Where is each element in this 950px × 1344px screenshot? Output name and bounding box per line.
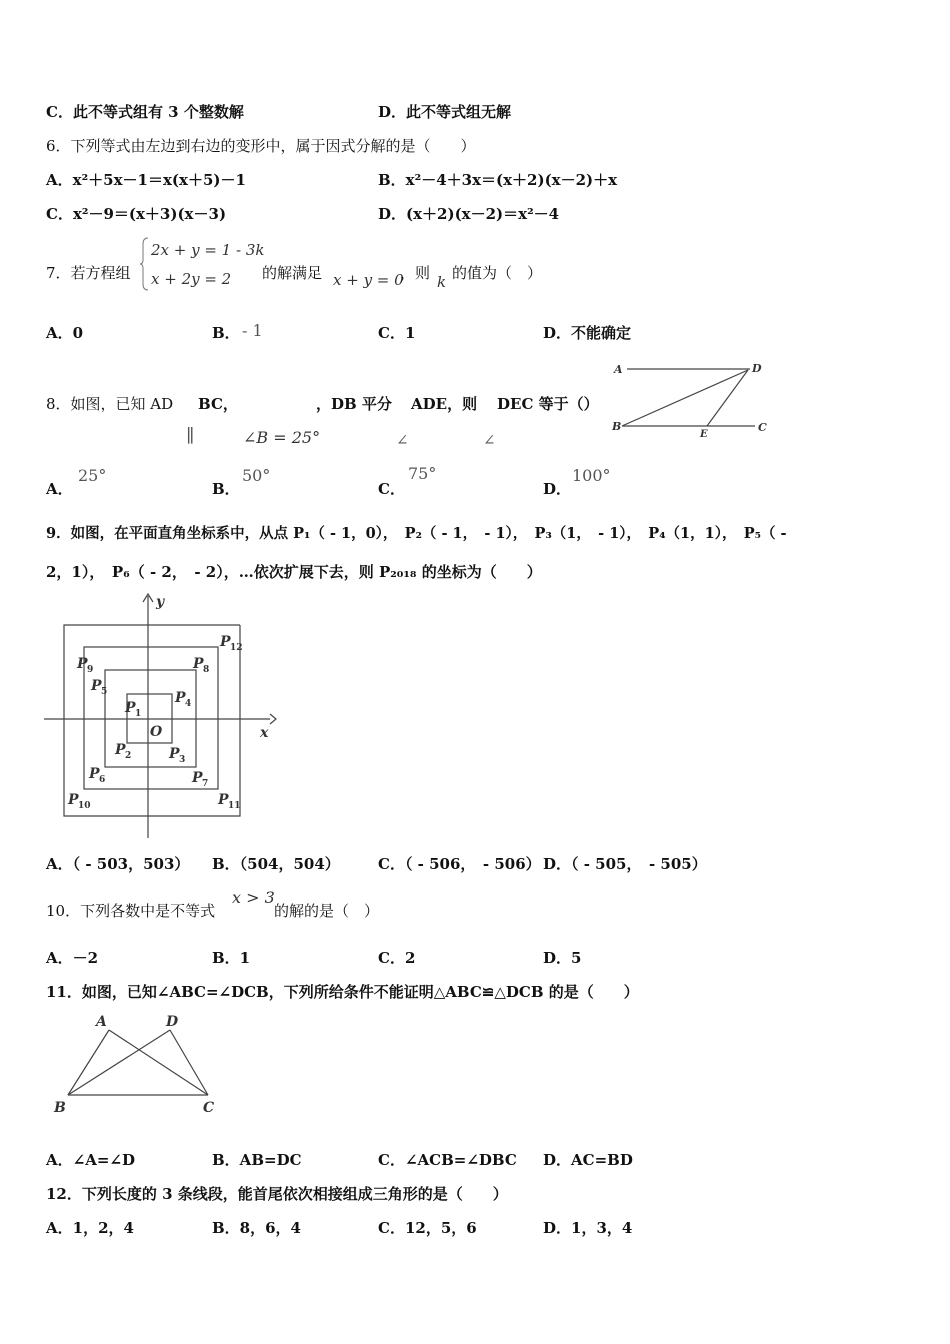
q9-label-origin: O [150, 724, 163, 740]
q11-option-c: C．∠ACB=∠DBC [378, 1151, 517, 1169]
q9-label-p3-sub: 3 [179, 755, 186, 765]
q7-condition: x + y = 0 [333, 271, 404, 289]
q9-label-p12-sub: 12 [230, 643, 243, 653]
q12-option-a: A．1，2，4 [46, 1219, 134, 1237]
q7-equation-1: 2x + y = 1 - 3k [151, 241, 265, 259]
q8-option-c-value: 75° [408, 464, 437, 483]
q9-label-p11-sub: 11 [228, 801, 241, 811]
q10-option-d: D．5 [543, 949, 582, 967]
q11-option-d: D．AC=BD [543, 1151, 633, 1169]
q9-option-b: B．（504，504） [212, 855, 340, 873]
q8-stem-part4: ADE，则 [411, 395, 478, 413]
q5-option-c: C．此不等式组有 3 个整数解 [46, 103, 244, 121]
q8-option-b-value: 50° [242, 466, 271, 485]
q9-x-arrow [270, 714, 276, 724]
q11-option-a: A．∠A=∠D [46, 1151, 135, 1169]
q11-label-a: A [96, 1014, 107, 1030]
q8-line-de [707, 370, 748, 426]
q7-stem-prefix: 7．若方程组 [46, 264, 131, 282]
q9-label-p1-sub: 1 [135, 709, 142, 719]
q8-line-bd [622, 370, 748, 426]
q9-label-p6-sub: 6 [99, 775, 106, 785]
q6-stem: 6．下列等式由左边到右边的变形中，属于因式分解的是（ ） [46, 137, 476, 155]
q11-label-c: C [203, 1100, 215, 1116]
q8-stem-part3: ，DB 平分 [316, 395, 392, 413]
q9-figure [44, 590, 280, 840]
q9-label-p10-sub: 10 [78, 801, 91, 811]
q8-label-b: B [612, 420, 622, 433]
q9-label-p7: P [192, 770, 203, 786]
q11-line-ab [68, 1030, 109, 1095]
q7-stem-mid2: ，则 [400, 264, 431, 282]
q8-angle-symbol-2: ∠ [483, 431, 496, 449]
q9-label-p6: P [89, 766, 100, 782]
q11-line-ac [109, 1030, 208, 1095]
q7-option-b-label: B． [212, 324, 240, 342]
q9-label-p12: P [220, 634, 231, 650]
q9-label-p8: P [193, 656, 204, 672]
q9-label-y: y [156, 594, 165, 610]
q9-label-p1: P [125, 700, 136, 716]
q6-option-b: B．x²－4＋3x＝(x＋2)(x－2)＋x [378, 171, 618, 189]
q8-option-b-label: B． [212, 480, 240, 498]
q7-variable-k: k [437, 273, 447, 291]
q12-option-c: C．12，5，6 [378, 1219, 477, 1237]
q9-label-p2: P [115, 742, 126, 758]
q6-option-a: A．x²＋5x－1＝x(x＋5)－1 [46, 171, 246, 189]
q9-label-x: x [260, 725, 269, 741]
q7-brace [140, 236, 150, 292]
q8-option-d-value: 100° [572, 466, 611, 485]
q11-figure [50, 1012, 230, 1118]
q11-stem: 11．如图，已知∠ABC=∠DCB，下列所给条件不能证明△ABC≌△DCB 的是（ ） [46, 983, 639, 1001]
q9-option-a: A．（ - 503，503） [46, 855, 190, 873]
q9-label-p2-sub: 2 [125, 751, 132, 761]
q7-stem-suffix: 的值为（ ） [452, 264, 543, 282]
q9-stem-line2: 2，1）， P₆（ - 2， - 2），…依次扩展下去，则 P₂₀₁₈ 的坐标为（ ） [46, 563, 542, 581]
q9-label-p8-sub: 8 [203, 665, 210, 675]
q12-option-d: D．1，3，4 [543, 1219, 633, 1237]
q11-line-dc [170, 1030, 208, 1095]
q6-option-c: C．x²－9＝(x＋3)(x－3) [46, 205, 227, 223]
q9-option-d: D．（ - 505， - 505） [543, 855, 707, 873]
q10-option-c: C．2 [378, 949, 416, 967]
q8-label-e: E [700, 429, 708, 440]
q8-label-c: C [758, 421, 767, 434]
q8-option-a-value: 25° [78, 466, 107, 485]
q12-option-b: B．8，6，4 [212, 1219, 301, 1237]
q9-label-p5: P [91, 678, 102, 694]
q8-label-d: D [752, 362, 762, 375]
q10-stem-prefix: 10．下列各数中是不等式 [46, 902, 216, 920]
q9-stem-line1: 9．如图，在平面直角坐标系中，从点 P₁（ - 1，0）， P₂（ - 1， - 1）， P₃（1， - 1）， P₄（1，1）， P₅（ - [46, 525, 787, 542]
q8-option-d-label: D． [543, 480, 572, 498]
q11-line-bd [68, 1030, 170, 1095]
q9-option-c: C．（ - 506， - 506） [378, 855, 541, 873]
q8-stem-part1 [46, 394, 173, 414]
q9-label-p7-sub: 7 [202, 779, 209, 789]
q8-stem-text1: 8．如图，已知 AD [46, 395, 174, 413]
q9-label-p3: P [169, 746, 180, 762]
q7-option-c: C．1 [378, 324, 416, 342]
q7-option-a: A．0 [46, 324, 84, 342]
q9-label-p4: P [175, 690, 186, 706]
q8-parallel-symbol: ∥ [186, 426, 195, 447]
q8-option-a-label: A． [46, 480, 73, 498]
q7-stem-mid: 的解满足 [262, 264, 323, 282]
q9-label-p11: P [218, 792, 229, 808]
q5-option-d: D．此不等式组无解 [378, 103, 512, 121]
q9-label-p10: P [68, 792, 79, 808]
q9-label-p9-sub: 9 [87, 665, 94, 675]
q10-stem-suffix: 的解的是（ ） [274, 902, 380, 920]
q7-equation-2: x + 2y = 2 [151, 270, 232, 288]
q9-label-p5-sub: 5 [101, 687, 108, 697]
q7-option-d: D．不能确定 [543, 324, 632, 342]
q7-option-b-value: - 1 [242, 321, 263, 340]
q8-option-c-label: C． [378, 480, 405, 498]
q9-square-4 [64, 625, 240, 816]
q11-option-b: B．AB=DC [212, 1151, 302, 1169]
q11-label-d: D [166, 1014, 179, 1030]
q9-label-p4-sub: 4 [185, 699, 192, 709]
q8-figure [600, 355, 780, 445]
q12-stem: 12．下列长度的 3 条线段，能首尾依次相接组成三角形的是（ ） [46, 1185, 508, 1203]
q10-option-b: B．1 [212, 949, 251, 967]
q10-option-a: A．－2 [46, 949, 99, 967]
q8-label-a: A [614, 363, 623, 376]
q10-inequality: x > 3 [232, 888, 275, 907]
q9-label-p9: P [77, 656, 88, 672]
q8-stem-part5: DEC 等于（） [497, 395, 599, 413]
q11-label-b: B [54, 1100, 66, 1116]
q8-given-angle: ∠B = 25° [243, 428, 321, 447]
q8-angle-symbol-1: ∠ [396, 431, 409, 449]
q6-option-d: D．(x＋2)(x－2)＝x²－4 [378, 205, 560, 223]
q8-stem-part2: BC， [198, 395, 238, 413]
